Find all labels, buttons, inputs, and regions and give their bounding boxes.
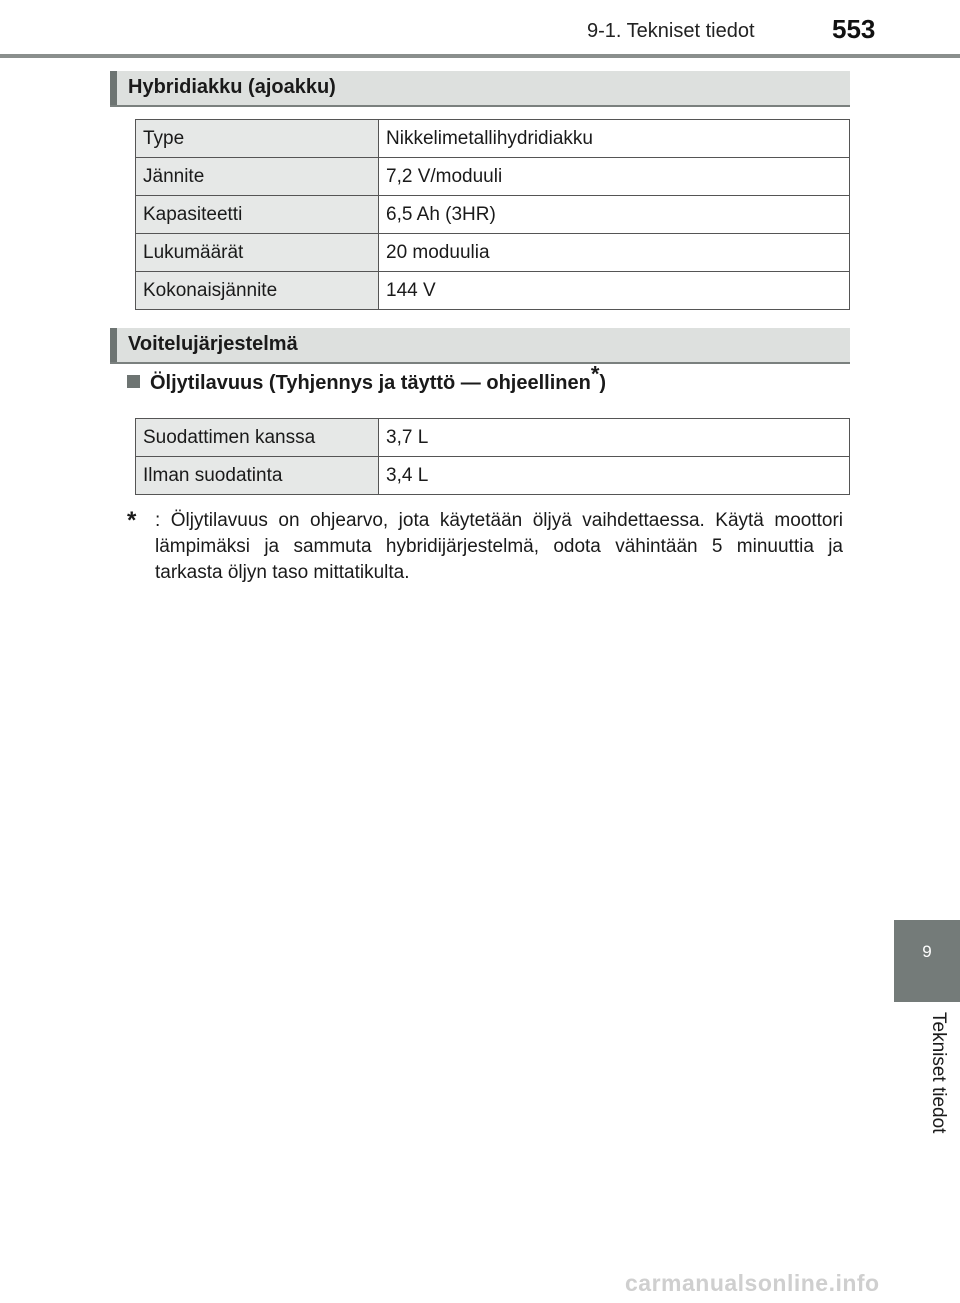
row-label: Kokonaisjännite: [136, 272, 379, 310]
row-value: 144 V: [379, 272, 850, 310]
page-number: 553: [832, 14, 876, 44]
footnote-text: : Öljytilavuus on ohjearvo, jota käytetään öljyä vaihdettaessa. Käytä moottori lämpimäksi ja sammuta hybridijärjestelmä, odota vähintään 5 minuuttia ja tarkasta öljyn taso mittatikulta.: [155, 510, 843, 583]
subheading-text: Öljytilavuus (Tyhjennys ja täyttö — ohjeellinen: [150, 372, 591, 394]
oil-capacity-table: [135, 418, 850, 495]
chapter-label: Tekniset tiedot: [928, 1012, 949, 1134]
section-accent: [110, 71, 117, 105]
row-label: Type: [136, 120, 379, 158]
row-value: 3,7 L: [379, 419, 850, 457]
table-row: [136, 234, 850, 272]
watermark: carmanualsonline.info: [625, 1270, 880, 1296]
square-bullet-icon: [127, 375, 140, 388]
table-row: [136, 457, 850, 495]
chapter-tab: [894, 920, 960, 1002]
table-row: [136, 272, 850, 310]
table-row: [136, 120, 850, 158]
table-row: [136, 196, 850, 234]
asterisk-mark: *: [590, 361, 600, 387]
row-label: Suodattimen kanssa: [136, 419, 379, 457]
row-value: 3,4 L: [379, 457, 850, 495]
footnote: [127, 508, 843, 586]
row-value: 7,2 V/moduuli: [379, 158, 850, 196]
subheading-close: ): [599, 372, 607, 394]
chapter-number: 9: [922, 942, 932, 961]
battery-spec-table: [135, 119, 850, 310]
section-accent: [110, 328, 117, 362]
row-label: Ilman suodatinta: [136, 457, 379, 495]
section-bar-battery: [110, 71, 850, 107]
row-label: Lukumäärät: [136, 234, 379, 272]
footnote-asterisk: *: [127, 507, 137, 534]
row-label: Jännite: [136, 158, 379, 196]
section-title-battery: Hybridiakku (ajoakku): [128, 76, 336, 98]
chapter-tab-label-area: [894, 1002, 960, 1172]
section-title-lubrication: Voitelujärjestelmä: [128, 333, 298, 355]
row-value: 20 moduulia: [379, 234, 850, 272]
table-row: [136, 419, 850, 457]
section-bar-lubrication: [110, 328, 850, 364]
header-section-title: 9-1. Tekniset tiedot: [587, 20, 755, 42]
row-value: 6,5 Ah (3HR): [379, 196, 850, 234]
row-label: Kapasiteetti: [136, 196, 379, 234]
table-row: [136, 158, 850, 196]
header-rule: [0, 54, 960, 58]
row-value: Nikkelimetallihydridiakku: [379, 120, 850, 158]
oil-capacity-subheading: [127, 361, 607, 395]
